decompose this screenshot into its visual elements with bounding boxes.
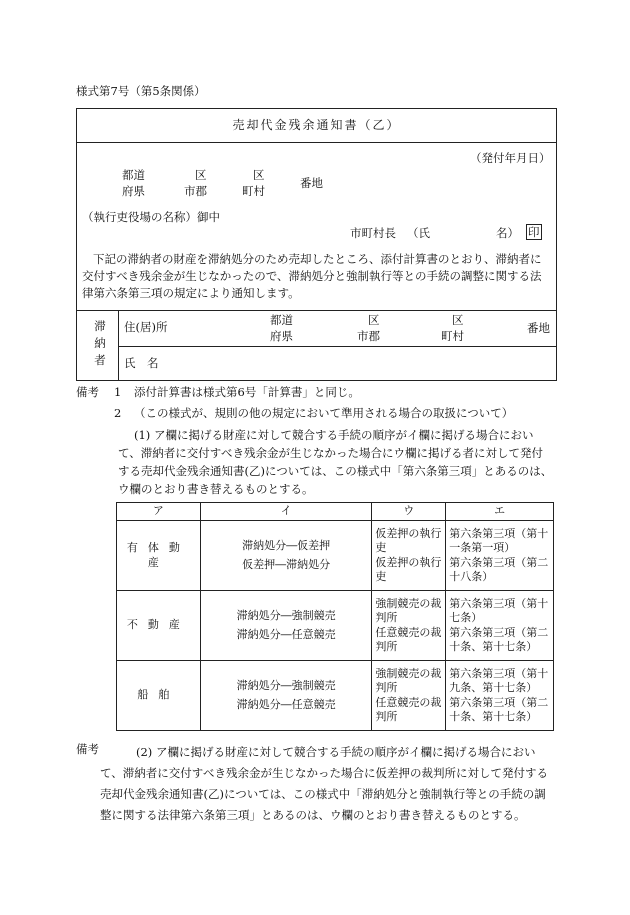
addr-fuken: 府県 bbox=[122, 184, 145, 198]
procedure-cell bbox=[200, 521, 372, 591]
notes-label: 備考 bbox=[76, 385, 99, 399]
person-cell bbox=[372, 661, 446, 731]
article-line: 第六条第三項（第二十条、第十七条） bbox=[449, 695, 549, 723]
article-line: 第六条第三項（第十一条第一項） bbox=[449, 526, 549, 555]
article-cell bbox=[446, 591, 554, 661]
body-divider bbox=[76, 310, 557, 311]
header-e: エ bbox=[446, 503, 554, 521]
sender-name-close: 名） bbox=[496, 226, 519, 240]
person-cell bbox=[372, 591, 446, 661]
sender-title: 市町村長 bbox=[350, 226, 396, 240]
d-addr-banchi: 番地 bbox=[527, 321, 550, 335]
person-line: 仮差押の執行吏 bbox=[375, 555, 442, 583]
note2-num: 2 bbox=[114, 406, 122, 420]
table-row bbox=[117, 661, 554, 731]
addr-banchi: 番地 bbox=[300, 176, 323, 190]
article-line: 第六条第三項（第二十条、第十七条） bbox=[449, 625, 549, 653]
delinquent-label bbox=[90, 318, 110, 369]
header-i: イ bbox=[200, 503, 372, 521]
header-a: ア bbox=[117, 503, 201, 521]
person-cell bbox=[372, 521, 446, 591]
person-line: 仮差押の執行吏 bbox=[375, 526, 442, 555]
procedure-line: 滞納処分―強制競売 bbox=[236, 679, 336, 693]
delinquent-label-char-2: 納 bbox=[94, 336, 106, 350]
form-number: 様式第7号（第5条関係） bbox=[76, 84, 206, 98]
category-cell: 有体動産 bbox=[117, 521, 201, 591]
name-label: 氏 名 bbox=[124, 356, 159, 370]
substitution-table bbox=[116, 502, 554, 731]
article-line: 第六条第三項（第十九条、第十七条） bbox=[449, 666, 549, 695]
d-addr-choson: 町村 bbox=[441, 329, 464, 343]
delinquent-label-char-3: 者 bbox=[94, 353, 106, 367]
issue-date: （発付年月日） bbox=[470, 151, 551, 165]
title-divider bbox=[76, 142, 557, 143]
footer-note-label: 備考 bbox=[76, 742, 99, 756]
person-line: 任意競売の裁判所 bbox=[375, 695, 442, 723]
procedure-cell bbox=[200, 661, 372, 731]
article-cell bbox=[446, 661, 554, 731]
procedure-line: 滞納処分―強制競売 bbox=[236, 609, 336, 623]
category-cell: 船舶 bbox=[117, 661, 201, 731]
addr-ku1: 区 bbox=[195, 168, 207, 182]
delinquent-divider bbox=[118, 346, 557, 347]
delinquent-label-char-1: 滞 bbox=[94, 319, 106, 333]
person-line: 任意競売の裁判所 bbox=[375, 625, 442, 653]
d-addr-fuken: 府県 bbox=[270, 329, 293, 343]
procedure-line: 滞納処分―任意競売 bbox=[236, 697, 336, 711]
procedure-line: 滞納処分―仮差押 bbox=[242, 539, 331, 553]
table-row bbox=[117, 521, 554, 591]
seal-mark: 印 bbox=[528, 225, 540, 239]
footer-note-text: (2) ア欄に掲げる財産に対して競合する手続の順序がイ欄に掲げる場合において、滞納者に交付すべき残余金が生じなかった場合に仮差押の裁判所に対して発付する売却代金残余通知書(乙)については、この様式中「滞納処分と強制執行等との手続の調整に関する法律第六条第三項」とあるのは、ウ欄のとおり書き替えるものとする。 bbox=[100, 745, 549, 822]
person-line: 強制競売の裁判所 bbox=[375, 666, 442, 695]
recipient: （執行吏役場の名称）御中 bbox=[82, 210, 220, 224]
procedure-line: 滞納処分―任意競売 bbox=[236, 627, 336, 641]
note1-num: 1 bbox=[114, 385, 122, 399]
table-header-row bbox=[117, 503, 554, 521]
d-addr-todou: 都道 bbox=[270, 313, 293, 327]
procedure-line: 仮差押―滞納処分 bbox=[242, 557, 331, 571]
d-addr-ku1: 区 bbox=[368, 313, 380, 327]
article-line: 第六条第三項（第二十八条） bbox=[449, 555, 549, 583]
person-line: 強制競売の裁判所 bbox=[375, 596, 442, 625]
procedure-cell bbox=[200, 591, 372, 661]
d-addr-shigun: 市郡 bbox=[357, 329, 380, 343]
form-title: 売却代金残余通知書（乙） bbox=[232, 118, 401, 132]
article-line: 第六条第三項（第十七条） bbox=[449, 596, 549, 625]
addr-choson: 町村 bbox=[242, 184, 265, 198]
addr-todou: 都道 bbox=[122, 168, 145, 182]
table-row bbox=[117, 591, 554, 661]
delinquent-label-divider bbox=[118, 310, 119, 380]
header-u: ウ bbox=[372, 503, 446, 521]
body-text: 下記の滞納者の財産を滞納処分のため売却したところ、添付計算書のとおり、滞納者に交付すべき残余金が生じなかったので、滞納処分と強制執行等との手続の調整に関する法律第六条第三項の規定により通知します。 bbox=[82, 252, 542, 300]
sender-name-open: （氏 bbox=[407, 226, 430, 240]
form-frame bbox=[76, 108, 557, 381]
d-addr-ku2: 区 bbox=[452, 313, 464, 327]
addr-shigun: 市郡 bbox=[184, 184, 207, 198]
address-label: 住(居)所 bbox=[124, 320, 168, 334]
note1-text: 添付計算書は様式第6号「計算書」と同じ。 bbox=[134, 385, 360, 399]
addr-ku2: 区 bbox=[253, 168, 265, 182]
article-cell bbox=[446, 521, 554, 591]
note2-text: （この様式が、規則の他の規定において準用される場合の取扱について） bbox=[134, 406, 514, 420]
category-cell: 不動産 bbox=[117, 591, 201, 661]
note2-1-text: (1) ア欄に掲げる財産に対して競合する手続の順序がイ欄に掲げる場合において、滞納者に交付すべき残余金が生じなかった場合にウ欄に掲げる者に対して発付する売却代金残余通知書(乙)については、この様式中「第六条第三項」とあるのは、ウ欄のとおり書き替えるものとする。 bbox=[118, 428, 553, 496]
